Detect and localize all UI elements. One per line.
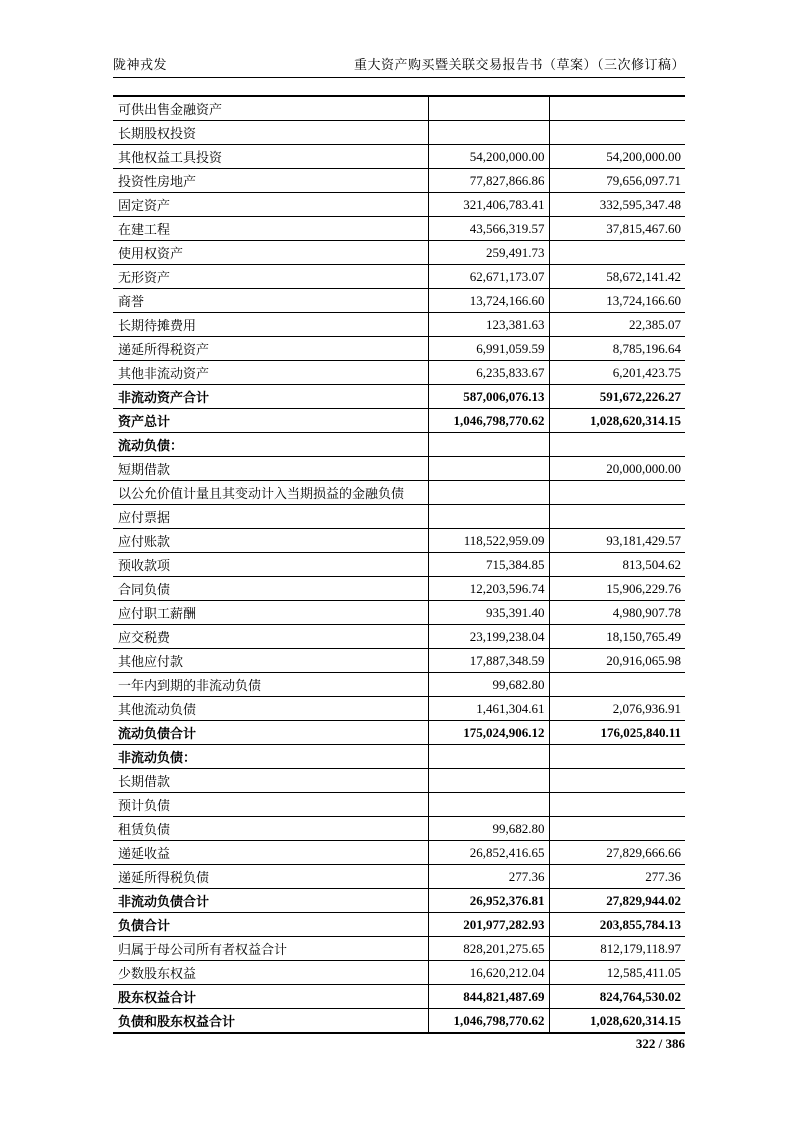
item-label: 以公允价值计量且其变动计入当期损益的金融负债 xyxy=(113,481,428,505)
item-label: 其他非流动资产 xyxy=(113,361,428,385)
item-label: 少数股东权益 xyxy=(113,961,428,985)
table-row xyxy=(113,409,685,433)
table-row xyxy=(113,1009,685,1034)
amount-current-period: 828,201,275.65 xyxy=(428,937,549,961)
amount-prior-period: 4,980,907.78 xyxy=(549,601,685,625)
item-label: 递延所得税资产 xyxy=(113,337,428,361)
amount-prior-period: 332,595,347.48 xyxy=(549,193,685,217)
page-number: 322 / 386 xyxy=(635,1036,685,1051)
item-label: 固定资产 xyxy=(113,193,428,217)
table-row xyxy=(113,985,685,1009)
amount-prior-period xyxy=(549,505,685,529)
amount-prior-period: 58,672,141.42 xyxy=(549,265,685,289)
table-row xyxy=(113,793,685,817)
table-row xyxy=(113,937,685,961)
amount-current-period xyxy=(428,433,549,457)
amount-current-period xyxy=(428,769,549,793)
amount-current-period: 587,006,076.13 xyxy=(428,385,549,409)
item-label: 应付票据 xyxy=(113,505,428,529)
amount-current-period: 54,200,000.00 xyxy=(428,145,549,169)
table-row xyxy=(113,265,685,289)
amount-current-period: 321,406,783.41 xyxy=(428,193,549,217)
amount-current-period: 844,821,487.69 xyxy=(428,985,549,1009)
table-row xyxy=(113,601,685,625)
item-label: 预收款项 xyxy=(113,553,428,577)
table-row xyxy=(113,457,685,481)
amount-prior-period: 13,724,166.60 xyxy=(549,289,685,313)
item-label: 递延收益 xyxy=(113,841,428,865)
item-label: 投资性房地产 xyxy=(113,169,428,193)
table-row xyxy=(113,961,685,985)
page-header xyxy=(113,54,685,78)
amount-current-period xyxy=(428,96,549,121)
table-row xyxy=(113,841,685,865)
item-label: 一年内到期的非流动负债 xyxy=(113,673,428,697)
balance-sheet-table xyxy=(113,95,685,1034)
item-label: 可供出售金融资产 xyxy=(113,96,428,121)
item-label: 商誉 xyxy=(113,289,428,313)
amount-current-period: 259,491.73 xyxy=(428,241,549,265)
table-row xyxy=(113,193,685,217)
amount-current-period: 6,235,833.67 xyxy=(428,361,549,385)
table-row xyxy=(113,433,685,457)
table-row xyxy=(113,361,685,385)
item-label: 租赁负债 xyxy=(113,817,428,841)
amount-current-period: 17,887,348.59 xyxy=(428,649,549,673)
table-row xyxy=(113,697,685,721)
table-row xyxy=(113,817,685,841)
item-label: 股东权益合计 xyxy=(113,985,428,1009)
amount-prior-period: 277.36 xyxy=(549,865,685,889)
table-row xyxy=(113,865,685,889)
amount-current-period: 715,384.85 xyxy=(428,553,549,577)
item-label: 负债和股东权益合计 xyxy=(113,1009,428,1034)
amount-prior-period: 27,829,666.66 xyxy=(549,841,685,865)
amount-prior-period: 824,764,530.02 xyxy=(549,985,685,1009)
table-row xyxy=(113,889,685,913)
amount-prior-period: 2,076,936.91 xyxy=(549,697,685,721)
table-row xyxy=(113,169,685,193)
amount-current-period xyxy=(428,121,549,145)
item-label: 合同负债 xyxy=(113,577,428,601)
table-row xyxy=(113,769,685,793)
item-label: 应付职工薪酬 xyxy=(113,601,428,625)
item-label: 长期待摊费用 xyxy=(113,313,428,337)
table-row xyxy=(113,241,685,265)
item-label: 长期借款 xyxy=(113,769,428,793)
amount-prior-period: 8,785,196.64 xyxy=(549,337,685,361)
table-row xyxy=(113,529,685,553)
item-label: 预计负债 xyxy=(113,793,428,817)
amount-prior-period: 203,855,784.13 xyxy=(549,913,685,937)
amount-prior-period: 93,181,429.57 xyxy=(549,529,685,553)
table-row xyxy=(113,673,685,697)
amount-current-period: 1,046,798,770.62 xyxy=(428,1009,549,1034)
item-label: 负债合计 xyxy=(113,913,428,937)
amount-prior-period: 1,028,620,314.15 xyxy=(549,409,685,433)
table-row xyxy=(113,721,685,745)
table-row xyxy=(113,553,685,577)
amount-prior-period: 27,829,944.02 xyxy=(549,889,685,913)
amount-current-period: 277.36 xyxy=(428,865,549,889)
amount-current-period: 201,977,282.93 xyxy=(428,913,549,937)
balance-sheet-table-body xyxy=(113,96,685,1033)
header-report-title: 重大资产购买暨关联交易报告书（草案）（三次修订稿） xyxy=(353,58,685,73)
item-label: 短期借款 xyxy=(113,457,428,481)
amount-prior-period: 20,916,065.98 xyxy=(549,649,685,673)
amount-current-period: 16,620,212.04 xyxy=(428,961,549,985)
table-row xyxy=(113,745,685,769)
amount-prior-period xyxy=(549,673,685,697)
amount-prior-period xyxy=(549,745,685,769)
item-label: 无形资产 xyxy=(113,265,428,289)
amount-current-period: 26,952,376.81 xyxy=(428,889,549,913)
amount-current-period: 123,381.63 xyxy=(428,313,549,337)
item-label: 其他权益工具投资 xyxy=(113,145,428,169)
table-row xyxy=(113,649,685,673)
amount-prior-period: 79,656,097.71 xyxy=(549,169,685,193)
table-row xyxy=(113,96,685,121)
amount-current-period: 99,682.80 xyxy=(428,817,549,841)
amount-prior-period xyxy=(549,769,685,793)
amount-current-period: 43,566,319.57 xyxy=(428,217,549,241)
item-label: 长期股权投资 xyxy=(113,121,428,145)
amount-prior-period xyxy=(549,433,685,457)
page-footer xyxy=(113,1036,685,1052)
table-row xyxy=(113,289,685,313)
amount-current-period: 1,461,304.61 xyxy=(428,697,549,721)
item-label: 其他应付款 xyxy=(113,649,428,673)
amount-current-period: 1,046,798,770.62 xyxy=(428,409,549,433)
amount-current-period: 77,827,866.86 xyxy=(428,169,549,193)
amount-prior-period xyxy=(549,241,685,265)
table-row xyxy=(113,505,685,529)
amount-current-period: 935,391.40 xyxy=(428,601,549,625)
amount-current-period: 12,203,596.74 xyxy=(428,577,549,601)
item-label: 递延所得税负债 xyxy=(113,865,428,889)
amount-prior-period: 18,150,765.49 xyxy=(549,625,685,649)
amount-prior-period: 15,906,229.76 xyxy=(549,577,685,601)
amount-prior-period: 6,201,423.75 xyxy=(549,361,685,385)
item-label: 非流动负债： xyxy=(113,745,428,769)
table-row xyxy=(113,913,685,937)
item-label: 应交税费 xyxy=(113,625,428,649)
amount-prior-period: 54,200,000.00 xyxy=(549,145,685,169)
amount-current-period: 6,991,059.59 xyxy=(428,337,549,361)
amount-current-period xyxy=(428,481,549,505)
amount-prior-period: 813,504.62 xyxy=(549,553,685,577)
amount-prior-period: 1,028,620,314.15 xyxy=(549,1009,685,1034)
item-label: 流动负债： xyxy=(113,433,428,457)
item-label: 在建工程 xyxy=(113,217,428,241)
amount-prior-period xyxy=(549,96,685,121)
item-label: 应付账款 xyxy=(113,529,428,553)
amount-prior-period xyxy=(549,481,685,505)
amount-current-period: 13,724,166.60 xyxy=(428,289,549,313)
item-label: 使用权资产 xyxy=(113,241,428,265)
amount-current-period: 175,024,906.12 xyxy=(428,721,549,745)
amount-current-period: 118,522,959.09 xyxy=(428,529,549,553)
amount-prior-period: 22,385.07 xyxy=(549,313,685,337)
table-row xyxy=(113,337,685,361)
header-company-name: 陇神戎发 xyxy=(113,58,168,73)
amount-prior-period: 12,585,411.05 xyxy=(549,961,685,985)
item-label: 其他流动负债 xyxy=(113,697,428,721)
amount-current-period: 23,199,238.04 xyxy=(428,625,549,649)
table-row xyxy=(113,217,685,241)
item-label: 归属于母公司所有者权益合计 xyxy=(113,937,428,961)
amount-prior-period: 37,815,467.60 xyxy=(549,217,685,241)
amount-current-period xyxy=(428,793,549,817)
amount-prior-period xyxy=(549,817,685,841)
item-label: 非流动资产合计 xyxy=(113,385,428,409)
amount-current-period: 26,852,416.65 xyxy=(428,841,549,865)
table-row xyxy=(113,313,685,337)
amount-current-period xyxy=(428,505,549,529)
amount-current-period xyxy=(428,745,549,769)
item-label: 流动负债合计 xyxy=(113,721,428,745)
table-row xyxy=(113,385,685,409)
table-row xyxy=(113,481,685,505)
amount-prior-period: 591,672,226.27 xyxy=(549,385,685,409)
table-row xyxy=(113,625,685,649)
table-row xyxy=(113,145,685,169)
amount-prior-period: 20,000,000.00 xyxy=(549,457,685,481)
table-row xyxy=(113,577,685,601)
amount-prior-period: 176,025,840.11 xyxy=(549,721,685,745)
amount-current-period: 99,682.80 xyxy=(428,673,549,697)
item-label: 资产总计 xyxy=(113,409,428,433)
amount-prior-period: 812,179,118.97 xyxy=(549,937,685,961)
amount-current-period xyxy=(428,457,549,481)
amount-current-period: 62,671,173.07 xyxy=(428,265,549,289)
amount-prior-period xyxy=(549,793,685,817)
table-row xyxy=(113,121,685,145)
item-label: 非流动负债合计 xyxy=(113,889,428,913)
amount-prior-period xyxy=(549,121,685,145)
